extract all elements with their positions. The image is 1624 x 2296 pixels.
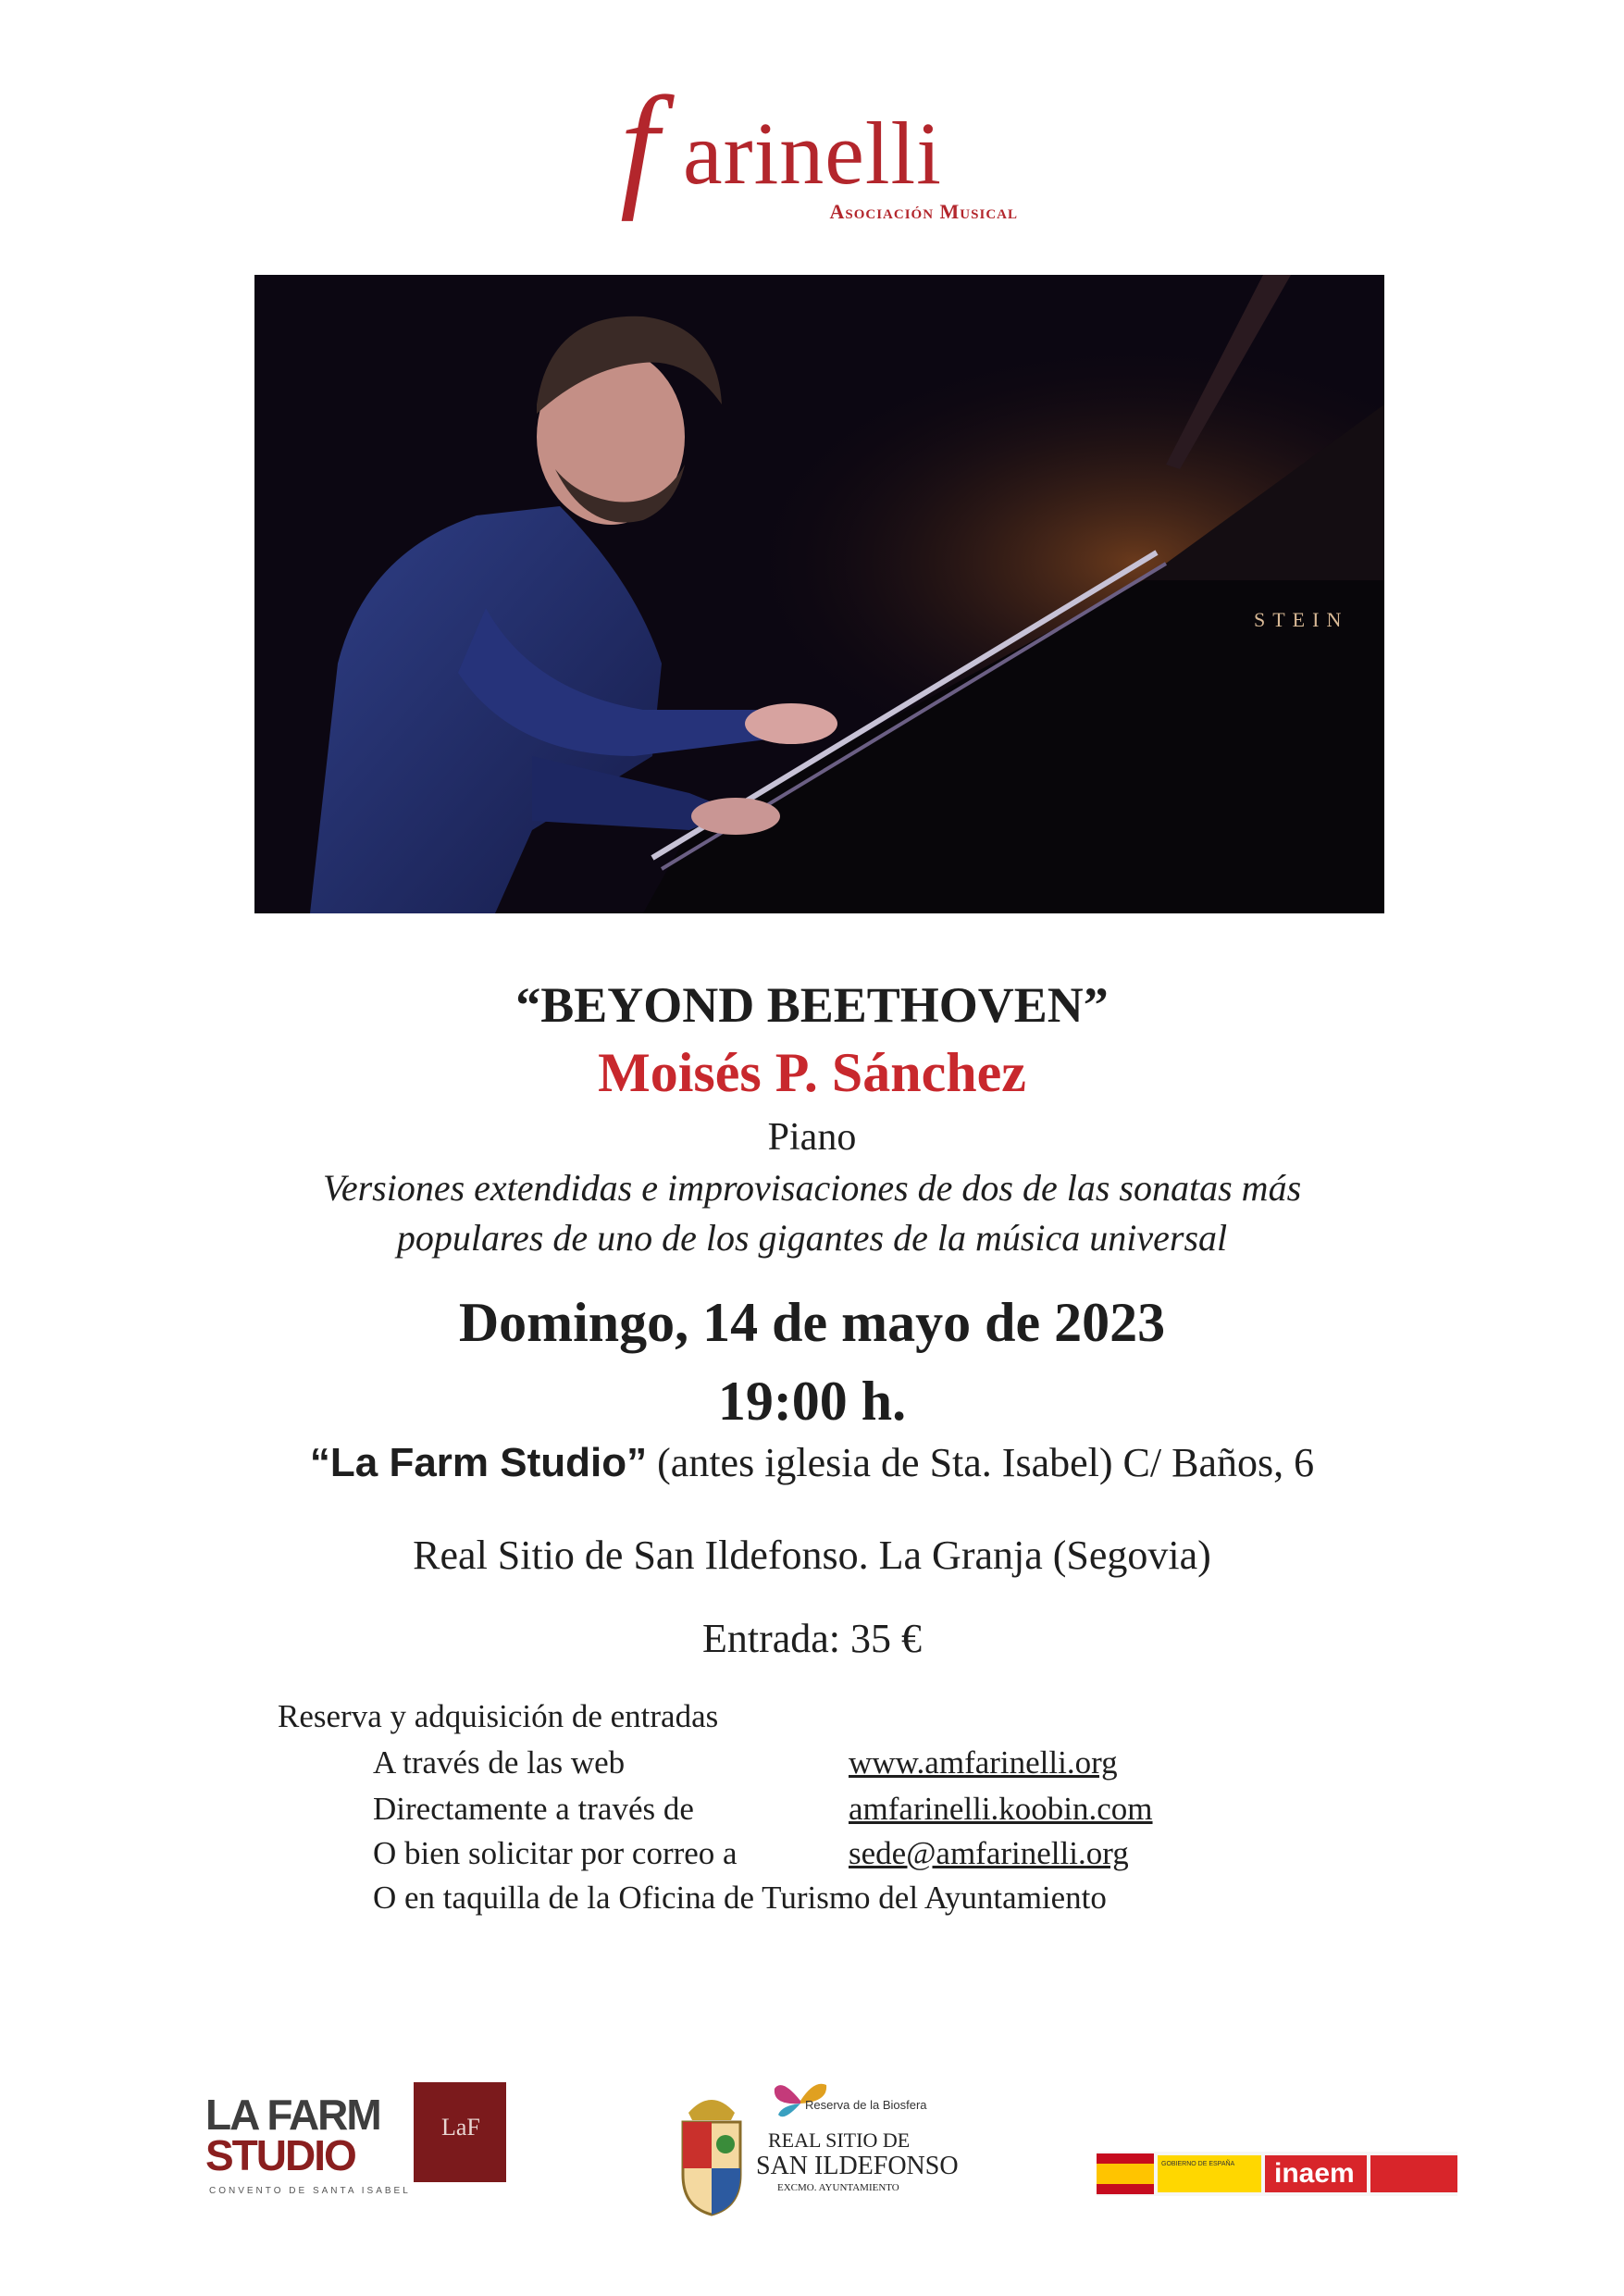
concert-description — [0, 1163, 1624, 1263]
concert-time: 19:00 h. — [717, 1371, 907, 1432]
sanild-line1: REAL SITIO DE — [768, 2128, 911, 2152]
logo-initial: f — [620, 68, 659, 222]
farm-logo-line1: LA FARM — [205, 2091, 380, 2139]
inaem-text: inaem — [1274, 2158, 1355, 2189]
website-link[interactable]: www.amfarinelli.org — [849, 1744, 1118, 1781]
ticket-price: Entrada: 35 € — [701, 1616, 923, 1661]
booking-label-email: O bien solicitar por correo a — [373, 1835, 738, 1871]
biosphere-label: Reserva de la Biosfera — [805, 2098, 927, 2112]
email-link[interactable]: sede@amfarinelli.org — [849, 1835, 1129, 1871]
booking-label-box-office: O en taquilla de la Oficina de Turismo del Ayuntamiento — [373, 1880, 1107, 1916]
san-ildefonso-logo — [676, 2078, 959, 2226]
spain-flag-icon — [1097, 2153, 1154, 2194]
pianist-photo — [254, 275, 1384, 913]
coat-of-arms-icon — [676, 2087, 748, 2216]
instrument: Piano — [767, 1116, 857, 1159]
venue-location: Real Sitio de San Ildefonso. La Granja (Segovia) — [413, 1533, 1211, 1578]
venue-details: (antes iglesia de Sta. Isabel) C/ Baños, 6 — [647, 1440, 1315, 1485]
description-line-1: Versiones extendidas e improvisaciones de dos de las sonatas más — [322, 1167, 1302, 1209]
government-label: GOBIERNO DE ESPAÑA — [1158, 2155, 1261, 2192]
koobin-link[interactable]: amfarinelli.koobin.com — [849, 1791, 1153, 1827]
government-inaem-logo — [1097, 2152, 1457, 2196]
concert-date: Domingo, 14 de mayo de 2023 — [458, 1292, 1166, 1353]
farm-logo-mark — [414, 2082, 506, 2182]
la-farm-studio-logo — [205, 2082, 511, 2198]
farm-logo-line2: STUDIO — [205, 2131, 355, 2179]
booking-heading: Reserva y adquisición de entradas — [278, 1698, 719, 1734]
booking-label-web: A través de las web — [373, 1744, 626, 1781]
concert-title: “BEYOND BEETHOVEN” — [515, 977, 1109, 1033]
logo-wordmark: arinelli — [683, 104, 942, 203]
inaem-caption-box — [1370, 2155, 1457, 2192]
sanild-line2: SAN ILDEFONSO — [756, 2152, 959, 2180]
sanild-line3: EXCMO. AYUNTAMIENTO — [777, 2182, 899, 2193]
description-line-2: populares de uno de los gigantes de la música universal — [396, 1217, 1228, 1259]
logo-subtitle: Asociación Musical — [829, 200, 1018, 223]
farinelli-logo — [611, 68, 1036, 231]
performer-name: Moisés P. Sánchez — [598, 1042, 1026, 1103]
piano-brand-text: STEIN — [1254, 608, 1349, 631]
farm-logo-caption: CONVENTO DE SANTA ISABEL — [209, 2186, 411, 2196]
venue-line — [0, 1439, 1624, 1486]
inaem-box — [1265, 2155, 1367, 2192]
venue-name: “La Farm Studio” — [309, 1440, 648, 1485]
farm-logo-mark-text: LaF — [441, 2114, 480, 2141]
booking-label-direct: Directamente a través de — [373, 1791, 694, 1827]
